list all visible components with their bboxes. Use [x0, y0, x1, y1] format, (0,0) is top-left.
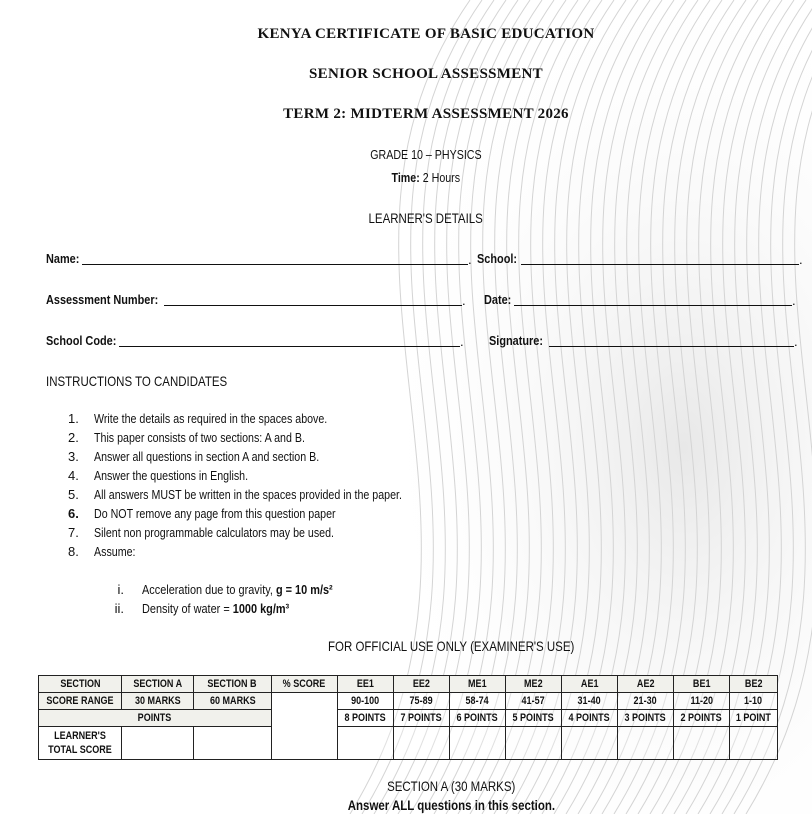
details-heading: LEARNER'S DETAILS	[368, 210, 484, 226]
table-row: SECTION SECTION A SECTION B % SCORE EE1 EE2 ME1 ME2 AE1 AE2 BE1 BE2	[39, 676, 778, 693]
percent-score-cell[interactable]	[271, 693, 337, 760]
term-title: TERM 2: MIDTERM ASSESSMENT 2026	[283, 106, 569, 122]
name-field[interactable]	[82, 264, 468, 265]
scoring-table	[38, 675, 778, 760]
table-row: SCORE RANGE 30 MARKS 60 MARKS 90-100 75-89 58-74 41-57 31-40 21-30 11-20 1-10	[39, 693, 778, 710]
assessment-number-field[interactable]	[164, 305, 462, 306]
section-a-subtitle: Answer ALL questions in this section.	[347, 797, 555, 813]
separator-dot: .	[799, 252, 803, 267]
school-code-field[interactable]	[119, 346, 460, 347]
assessment-number-label: Assessment Number:	[46, 292, 159, 307]
section-b-score-cell[interactable]	[193, 727, 271, 760]
school-label: School:	[477, 251, 518, 266]
time-line	[0, 170, 812, 185]
school-field[interactable]	[521, 264, 799, 265]
separator-dot: .	[792, 293, 796, 308]
official-use-heading: FOR OFFICIAL USE ONLY (EXAMINER'S USE)	[327, 638, 575, 654]
date-label: Date:	[484, 292, 512, 307]
section-a-title: SECTION A (30 MARKS)	[386, 778, 516, 794]
assessment-type: SENIOR SCHOOL ASSESSMENT	[309, 66, 543, 82]
date-field[interactable]	[514, 305, 792, 306]
school-code-label: School Code:	[46, 333, 117, 348]
time-label: Time:	[391, 170, 420, 185]
exam-cover-page: KENYA CERTIFICATE OF BASIC EDUCATION SENIOR SCHOOL ASSESSMENT TERM 2: MIDTERM ASSESSMENT 2026 GRADE 10 – PHYSICS Time: 2 Hours LEARNER'S DETAILS Name: . School: . Assessment Number: . Date: . School Code: . Signature: . INSTRUCTIONS TO CANDIDATES 1. Write the details as required in the spaces above. 2. This paper consists of two sections: A and B. 3. Answer all questions in section A and section B. 4. Answer the questions in English. 5. All answers MUST be written in the spaces provided in the paper. 6. Do NOT remove any page from this question paper 7. Silent non programmable calculators may be used. 8. Assume: i. Acceleration due to gravity, g = 10 m/s² ii. Density of water = 1000 kg/m³ FOR OFFICIAL USE ONLY (EXAMINER'S USE) SECTION SECTION A SECTION B % SCORE EE1 EE2 ME1 ME2 AE1 AE2 BE1 BE2 SCORE RANGE 30 MARKS 60 MARKS 90-100 75-89 58-74 41-57 31-40 21-30 11-20 1-10 POINTS 8 POINTS 7 POINTS 6 POINTS 5 POINTS 4 POINTS 3 POINTS 2 POINTS 1 POINT LEARNER'S TOTAL SCORE SECTION A (30 MARKS) Answer ALL questions in this section.	[0, 0, 812, 814]
exam-body-title: KENYA CERTIFICATE OF BASIC EDUCATION	[257, 26, 595, 42]
name-label: Name:	[46, 251, 80, 266]
separator-dot: .	[462, 293, 466, 308]
learner-total-score-label: LEARNER'S TOTAL SCORE	[48, 730, 112, 756]
signature-label: Signature:	[489, 333, 544, 348]
signature-field[interactable]	[549, 346, 794, 347]
time-value: 2 Hours	[422, 170, 461, 185]
instructions-heading: INSTRUCTIONS TO CANDIDATES	[46, 373, 228, 389]
table-row	[39, 727, 778, 760]
table-row: POINTS 8 POINTS 7 POINTS 6 POINTS 5 POINTS 4 POINTS 3 POINTS 2 POINTS 1 POINT	[39, 710, 778, 727]
separator-dot: .	[460, 334, 464, 349]
section-a-score-cell[interactable]	[121, 727, 193, 760]
subject-line: GRADE 10 – PHYSICS	[370, 147, 482, 162]
separator-dot: .	[468, 252, 472, 267]
separator-dot: .	[794, 334, 798, 349]
